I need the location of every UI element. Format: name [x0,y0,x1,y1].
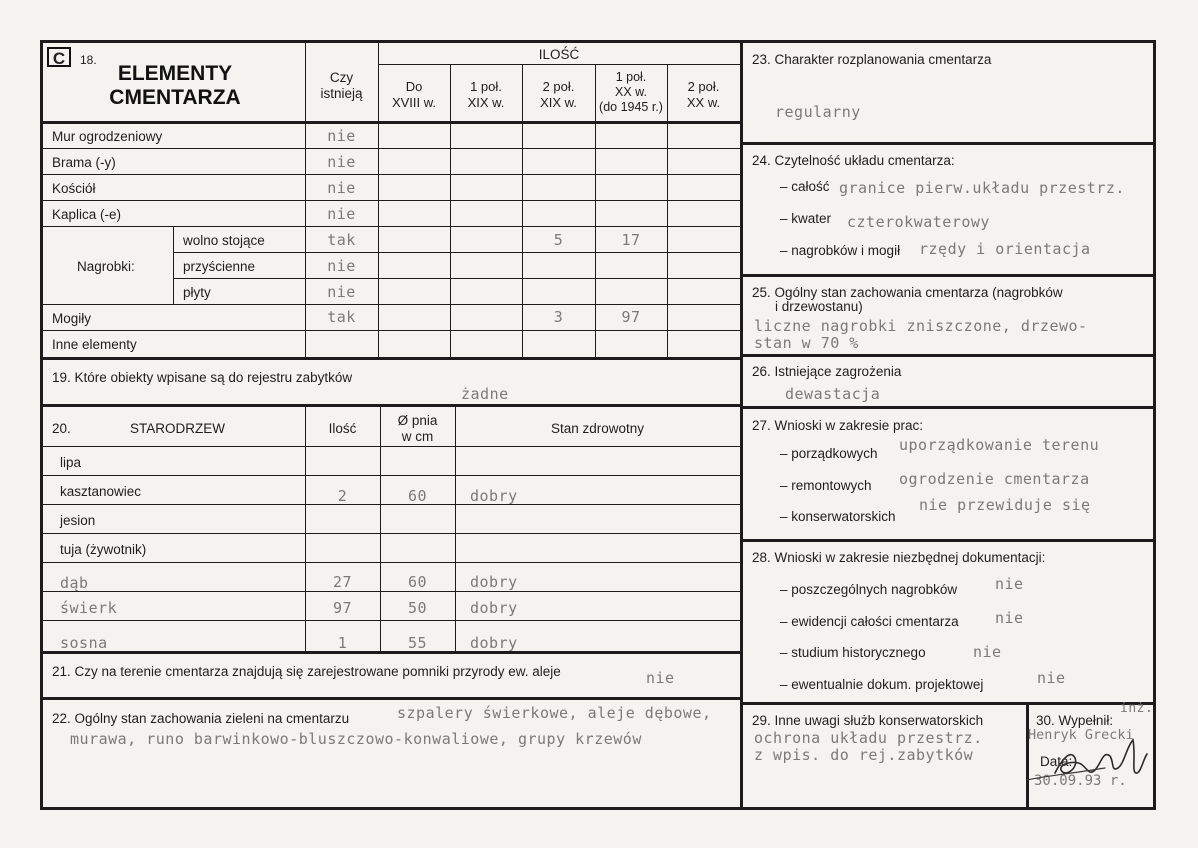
s27-item-porzadkowych-label: – porządkowych [780,446,878,461]
header-tree-pnia: Ø pnia w cm [397,413,438,444]
s24-item-calosc-value: granice pierw.układu przestrz. [839,179,1125,197]
section-29-value-line2: z wpis. do rej.zabytków [754,746,974,764]
tree-ilosc-kasztanowiec: 2 [337,487,348,505]
section-25-value-line1: liczne nagrobki zniszczone, drzewo- [754,317,1088,335]
count-mogily-p4: 97 [621,308,641,326]
section-22-value-line1: szpalery świerkowe, aleje dębowe, [397,704,712,722]
tree-pnia-dab: 60 [407,573,428,591]
header-period-1: Do XVIII w. [391,79,437,110]
s28-item-nagrobkow-value: nie [995,575,1024,593]
row-label-mogily: Mogiły [52,311,92,326]
row-label-wolno-stojace: wolno stojące [183,233,265,248]
section-26-value: dewastacja [785,385,881,403]
section-26-label: 26. Istniejące zagrożenia [752,364,902,379]
section-20-title: STARODRZEW [130,421,225,436]
exists-kaplica: nie [327,205,356,223]
header-period-2: 1 poł. XIX w. [467,79,505,110]
tree-species-jesion: jesion [60,513,96,528]
section-18-title-line1: ELEMENTY [117,62,233,85]
section-29-label: 29. Inne uwagi służb konserwatorskich [752,713,984,728]
tree-species-lipa: lipa [60,455,82,470]
exists-plyty: nie [327,283,356,301]
s24-item-nagrobkow-value: rzędy i orientacja [919,240,1091,258]
row-label-inne: Inne elementy [52,337,137,352]
row-label-plyty: płyty [183,285,211,300]
count-mogily-p3: 3 [553,308,564,326]
s27-item-konserwatorskich-value: nie przewiduje się [919,496,1091,514]
exists-brama: nie [327,153,356,171]
section-21-label: 21. Czy na terenie cmentarza znajdują się zarejestrowane pomniki przyrody ew. aleje [52,664,561,679]
s27-item-remontowych-value: ogrodzenie cmentarza [899,470,1090,488]
header-ilosc: ILOŚĆ [538,47,580,62]
s28-item-studium-label: – studium historycznego [780,645,926,660]
section-30-title: inż. [1120,701,1154,716]
section-22-label: 22. Ogólny stan zachowania zieleni na cmentarzu [52,711,350,726]
section-30-label: 30. Wypełnił: [1036,713,1114,728]
header-period-4: 1 poł. XX w. (do 1945 r.) [599,70,663,114]
exists-wolno-stojace: tak [327,231,356,249]
header-tree-stan: Stan zdrowotny [550,421,645,436]
tree-ilosc-swierk: 97 [332,599,353,617]
section-25-label-line1: 25. Ogólny stan zachowania cmentarza (nagrobków [752,285,1063,300]
section-30-date-label: Data: [1040,754,1073,769]
count-wolno-stojace-p3: 5 [553,231,564,249]
s28-item-ewidencji-value: nie [995,609,1024,627]
tree-pnia-kasztanowiec: 60 [407,487,428,505]
header-period-3: 2 poł. XIX w. [540,79,577,110]
s28-item-nagrobkow-label: – poszczególnych nagrobków [780,582,958,597]
s24-item-nagrobkow-label: – nagrobków i mogił [780,243,901,258]
exists-przyscienne: nie [327,257,356,275]
s28-item-ewidencji-label: – ewidencji całości cmentarza [780,614,959,629]
section-25-value-line2: stan w 70 % [754,334,859,352]
section-18-title-line2: CMENTARZA [109,86,241,109]
section-27-label: 27. Wnioski w zakresie prac: [752,418,924,433]
s27-item-remontowych-label: – remontowych [780,478,872,493]
row-label-kosciol: Kościół [52,181,96,196]
section-letter-box: C [47,47,71,67]
s27-item-porzadkowych-value: uporządkowanie terenu [899,436,1100,454]
tree-species-tuja: tuja (żywotnik) [60,542,147,557]
section-30-name: Henryk Grecki [1028,727,1134,743]
row-label-kaplica: Kaplica (-e) [52,207,122,222]
tree-species-swierk: świerk [60,599,118,617]
section-20-number: 20. [52,421,71,436]
tree-stan-dab: dobry [470,573,518,591]
tree-ilosc-dab: 27 [332,573,353,591]
section-25-label-line2: i drzewostanu) [775,299,863,314]
tree-pnia-swierk: 50 [407,599,428,617]
s28-item-studium-value: nie [973,643,1002,661]
exists-mogily: tak [327,308,356,326]
tree-stan-sosna: dobry [470,634,518,652]
tree-species-dab: dąb [60,574,89,592]
tree-species-sosna: sosna [60,634,108,652]
section-18-number: 18. [80,53,97,67]
section-24-label: 24. Czytelność układu cmentarza: [752,153,955,168]
tree-stan-kasztanowiec: dobry [470,487,518,505]
tree-pnia-sosna: 55 [407,634,428,652]
count-wolno-stojace-p4: 17 [621,231,641,249]
exists-mur: nie [327,127,356,145]
handwritten-signature [1015,718,1155,788]
section-29-value-line1: ochrona układu przestrz. [754,729,983,747]
row-label-przyscienne: przyścienne [183,259,256,274]
section-19-value: żadne [461,385,509,403]
exists-kosciol: nie [327,179,356,197]
section-28-label: 28. Wnioski w zakresie niezbędnej dokumentacji: [752,550,1046,565]
header-tree-ilosc: Ilość [328,421,357,436]
s24-item-kwater-value: czterokwaterowy [847,213,990,231]
section-21-value: nie [646,669,675,687]
section-23-value: regularny [775,103,861,121]
section-30-date-value: 30.09.93 r. [1034,773,1127,789]
section-22-value-line2: murawa, runo barwinkowo-bluszczowo-konwaliowe, grupy krzewów [70,730,642,748]
tree-species-kasztanowiec: kasztanowiec [60,484,142,499]
s27-item-konserwatorskich-label: – konserwatorskich [780,509,896,524]
s24-item-calosc-label: – całość [780,179,830,194]
section-23-label: 23. Charakter rozplanowania cmentarza [752,52,992,67]
header-czy-istnieja: Czy istnieją [320,70,363,101]
row-label-brama: Brama (-y) [52,155,116,170]
tree-stan-swierk: dobry [470,599,518,617]
row-label-nagrobki: Nagrobki: [77,259,135,274]
section-19-label: 19. Które obiekty wpisane są do rejestru zabytków [52,370,353,385]
s28-item-projektowej-label: – ewentualnie dokum. projektowej [780,677,984,692]
tree-ilosc-sosna: 1 [337,634,348,652]
s24-item-kwater-label: – kwater [780,211,832,226]
row-label-mur: Mur ogrodzeniowy [52,129,163,144]
header-period-5: 2 poł. XX w. [686,79,721,110]
s28-item-projektowej-value: nie [1037,669,1066,687]
